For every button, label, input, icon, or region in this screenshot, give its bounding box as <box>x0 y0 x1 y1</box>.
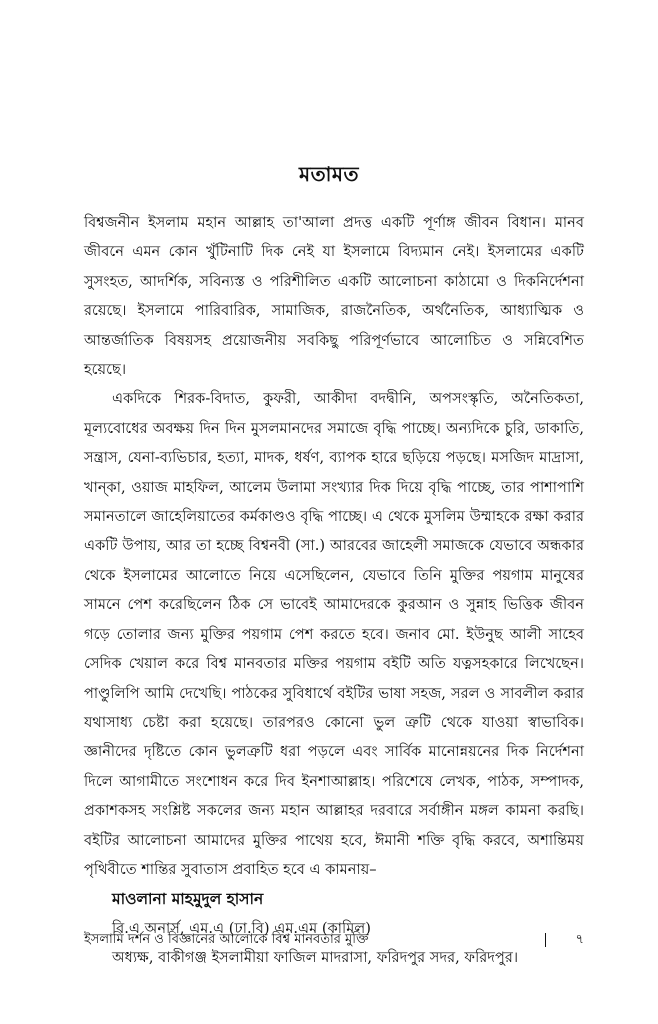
signature-position: অধ্যক্ষ, বাকীগঞ্জ ইসলামীয়া ফাজিল মাদরাসা, ফরিদপুর সদর, ফরিদপুর। <box>112 949 519 967</box>
signature-block <box>84 884 584 972</box>
paragraph-2: একদিকে শিরক-বিদাত, কুফরী, আকীদা বদদ্বীনি, অপসংস্কৃতি, অনৈতিকতা, মূল্যবোধের অবক্ষয় দিন দিন মুসলমানদের সমাজে বৃদ্ধি পাচ্ছে। অন্যদিকে চুরি, ডাকাতি, সন্ত্রাস, যেনা-ব্যভিচার, হত্যা, মাদক, ধর্ষণ, ব্যাপক হারে ছড়িয়ে পড়ছে। মসজিদ মাদ্রাসা, খান্কা, ওয়াজ মাহফিল, আলেম উলামা সংখ্যার দিক দিয়ে বৃদ্ধি পাচ্ছে, তার পাশাপাশি সমানতালে জাহেলিয়াতের কর্মকাণ্ডও বৃদ্ধি পাচ্ছে। এ থেকে মুসলিম উম্মাহকে রক্ষা করার একটি উপায়, আর তা হচ্ছে বিশ্বনবী (সা.) আরবের জাহেলী সমাজকে যেভাবে অন্ধকার থেকে ইসলামের আলোতে নিয়ে এসেছিলেন, যেভাবে তিনি মুক্তির পয়গাম মানুষের সামনে পেশ করেছিলেন ঠিক সে ভাবেই আমাদেরকে কুরআন ও সুন্নাহ ভিত্তিক জীবন গড়ে তোলার জন্য মুক্তির পয়গাম পেশ করতে হবে। জনাব মো. ইউনুছ আলী সাহেব সেদিক খেয়াল করে বিশ্ব মানবতার মক্তির পয়গাম বইটি অতি যত্নসহকারে লিখেছেন। পাণ্ডুলিপি আমি দেখেছি। পাঠকের সুবিধার্থে বইটির ভাষা সহজ, সরল ও সাবলীল করার যথাসাধ্য চেষ্টা করা হয়েছে। তারপরও কোনো ভুল ত্রুটি থেকে যাওয়া স্বাভাবিক। জ্ঞানীদের দৃষ্টিতে কোন ভুলত্রুটি ধরা পড়লে এবং সার্বিক মানোন্নয়নের দিক নির্দেশনা দিলে আগামীতে সংশোধন করে দিব ইনশাআল্লাহ। পরিশেষে লেখক, পাঠক, সম্পাদক, প্রকাশকসহ সংশ্লিষ্ট সকলের জন্য মহান আল্লাহর দরবারে সর্বাঙ্গীন মঙ্গল কামনা করছি। বইটির আলোচনা আমাদের মুক্তির পাথেয় হবে, ঈমানী শক্তি বৃদ্ধি করবে, অশান্তিময় পৃথিবীতে শান্তির সুবাতাস প্রবাহিত হবে এ কামনায়– <box>84 390 584 878</box>
footer-separator <box>545 933 546 947</box>
signature-degree: বি.এ অনার্স, এম.এ (ঢা.বি) এম.এম (কামিল) <box>112 919 371 937</box>
footer-book-title: ইসলামি দর্শন ও বিজ্ঞানের আলোকে বিশ্ব মানবতার মুক্তি <box>84 932 369 947</box>
footer-page-info <box>545 930 584 950</box>
body-text <box>84 208 584 973</box>
footer-page-number: ৭ <box>575 932 584 947</box>
paragraph-1: বিশ্বজনীন ইসলাম মহান আল্লাহ তা'আলা প্রদত্ত একটি পূর্ণাঙ্গ জীবন বিধান। মানব জীবনে এমন কোন খুঁটিনাটি দিক নেই যা ইসলামে বিদ্যমান নেই। ইসলামের একটি সুসংহত, আদর্শিক, সবিন্যস্ত ও পরিশীলিত একটি আলোচনা কাঠামো ও দিকনির্দেশনা রয়েছে। ইসলামে পারিবারিক, সামাজিক, রাজনৈতিক, অর্থনৈতিক, আধ্যাত্মিক ও আন্তর্জাতিক বিষয়সহ প্রয়োজনীয় সবকিছু পরিপূর্ণভাবে আলোচিত ও সন্নিবেশিত হয়েছে। <box>84 214 584 379</box>
page-title: মতামত <box>298 162 360 186</box>
page-footer <box>84 930 584 950</box>
signature-name: মাওলানা মাহমুদুল হাসান <box>112 889 264 909</box>
